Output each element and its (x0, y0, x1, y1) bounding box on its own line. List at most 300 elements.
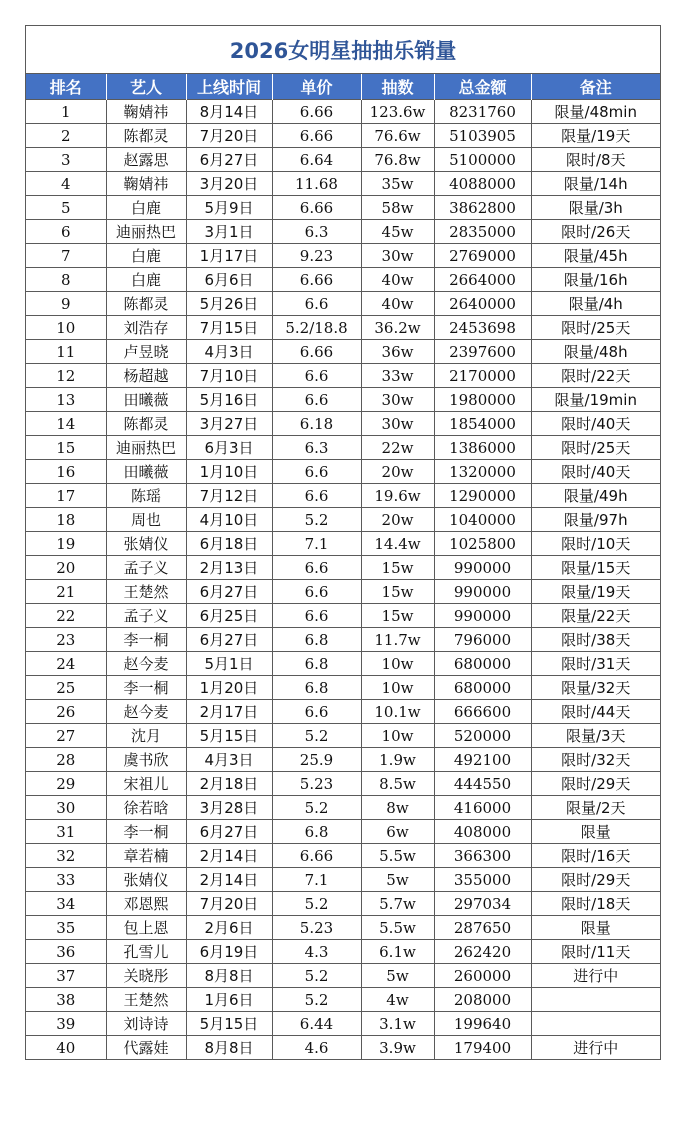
total-amount-cell: 2769000 (434, 244, 531, 268)
notes-cell: 限时/29天 (531, 772, 660, 796)
draws-cell: 5w (361, 868, 434, 892)
release-date-cell: 5月1日 (186, 652, 272, 676)
rank-cell: 7 (26, 244, 106, 268)
rank-cell: 31 (26, 820, 106, 844)
notes-cell: 进行中 (531, 964, 660, 988)
notes-cell: 限时/8天 (531, 148, 660, 172)
artist-cell: 刘诗诗 (106, 1012, 186, 1036)
notes-cell: 限量/19天 (531, 580, 660, 604)
total-amount-cell: 2664000 (434, 268, 531, 292)
notes-cell: 限量/32天 (531, 676, 660, 700)
artist-cell: 田曦薇 (106, 460, 186, 484)
release-date-cell: 1月6日 (186, 988, 272, 1012)
total-amount-cell: 208000 (434, 988, 531, 1012)
table-row (26, 364, 660, 388)
total-amount-cell: 990000 (434, 580, 531, 604)
unit-price-cell: 11.68 (272, 172, 361, 196)
artist-cell: 代露娃 (106, 1036, 186, 1060)
draws-cell: 5.7w (361, 892, 434, 916)
total-amount-cell: 199640 (434, 1012, 531, 1036)
draws-cell: 5w (361, 964, 434, 988)
draws-cell: 10w (361, 676, 434, 700)
total-amount-cell: 416000 (434, 796, 531, 820)
release-date-cell: 1月20日 (186, 676, 272, 700)
rank-cell: 17 (26, 484, 106, 508)
unit-price-cell: 4.3 (272, 940, 361, 964)
draws-cell: 4w (361, 988, 434, 1012)
total-amount-cell: 2640000 (434, 292, 531, 316)
artist-cell: 邓恩熙 (106, 892, 186, 916)
rank-cell: 25 (26, 676, 106, 700)
unit-price-cell: 6.3 (272, 436, 361, 460)
release-date-cell: 2月14日 (186, 844, 272, 868)
draws-cell: 10.1w (361, 700, 434, 724)
notes-cell: 限量/16h (531, 268, 660, 292)
table-row (26, 196, 660, 220)
release-date-cell: 7月20日 (186, 892, 272, 916)
draws-cell: 3.9w (361, 1036, 434, 1060)
rank-cell: 12 (26, 364, 106, 388)
unit-price-cell: 7.1 (272, 532, 361, 556)
artist-cell: 孟子义 (106, 604, 186, 628)
rank-cell: 20 (26, 556, 106, 580)
total-amount-cell: 297034 (434, 892, 531, 916)
table-row (26, 556, 660, 580)
notes-cell: 限时/25天 (531, 436, 660, 460)
total-amount-cell: 2397600 (434, 340, 531, 364)
notes-cell: 限时/10天 (531, 532, 660, 556)
notes-cell: 限量/14h (531, 172, 660, 196)
rank-cell: 22 (26, 604, 106, 628)
table-row (26, 916, 660, 940)
table-row (26, 316, 660, 340)
release-date-cell: 8月14日 (186, 100, 272, 124)
artist-cell: 赵今麦 (106, 652, 186, 676)
table-row (26, 892, 660, 916)
artist-cell: 沈月 (106, 724, 186, 748)
artist-cell: 迪丽热巴 (106, 436, 186, 460)
draws-cell: 36w (361, 340, 434, 364)
notes-cell: 限时/31天 (531, 652, 660, 676)
table-row (26, 172, 660, 196)
unit-price-cell: 6.3 (272, 220, 361, 244)
total-amount-cell: 1290000 (434, 484, 531, 508)
table-header-row (26, 74, 660, 100)
release-date-cell: 6月6日 (186, 268, 272, 292)
table-row (26, 676, 660, 700)
draws-cell: 10w (361, 652, 434, 676)
total-amount-cell: 5100000 (434, 148, 531, 172)
rank-cell: 4 (26, 172, 106, 196)
rank-cell: 6 (26, 220, 106, 244)
rank-cell: 15 (26, 436, 106, 460)
total-amount-cell: 492100 (434, 748, 531, 772)
column-header-artist: 艺人 (106, 74, 186, 100)
release-date-cell: 2月18日 (186, 772, 272, 796)
unit-price-cell: 5.2 (272, 796, 361, 820)
draws-cell: 40w (361, 292, 434, 316)
artist-cell: 包上恩 (106, 916, 186, 940)
rank-cell: 10 (26, 316, 106, 340)
draws-cell: 6w (361, 820, 434, 844)
artist-cell: 孟子义 (106, 556, 186, 580)
draws-cell: 30w (361, 412, 434, 436)
notes-cell: 进行中 (531, 1036, 660, 1060)
notes-cell: 限量/45h (531, 244, 660, 268)
notes-cell: 限时/29天 (531, 868, 660, 892)
release-date-cell: 6月27日 (186, 628, 272, 652)
total-amount-cell: 8231760 (434, 100, 531, 124)
total-amount-cell: 408000 (434, 820, 531, 844)
rank-cell: 18 (26, 508, 106, 532)
artist-cell: 章若楠 (106, 844, 186, 868)
release-date-cell: 4月10日 (186, 508, 272, 532)
notes-cell: 限时/44天 (531, 700, 660, 724)
unit-price-cell: 6.8 (272, 676, 361, 700)
unit-price-cell: 6.44 (272, 1012, 361, 1036)
release-date-cell: 3月1日 (186, 220, 272, 244)
draws-cell: 1.9w (361, 748, 434, 772)
total-amount-cell: 444550 (434, 772, 531, 796)
unit-price-cell: 5.2 (272, 964, 361, 988)
unit-price-cell: 6.66 (272, 124, 361, 148)
release-date-cell: 7月15日 (186, 316, 272, 340)
draws-cell: 15w (361, 556, 434, 580)
release-date-cell: 5月9日 (186, 196, 272, 220)
draws-cell: 45w (361, 220, 434, 244)
draws-cell: 6.1w (361, 940, 434, 964)
artist-cell: 陈瑶 (106, 484, 186, 508)
notes-cell: 限量/19天 (531, 124, 660, 148)
notes-cell: 限量 (531, 916, 660, 940)
total-amount-cell: 366300 (434, 844, 531, 868)
release-date-cell: 2月6日 (186, 916, 272, 940)
rank-cell: 21 (26, 580, 106, 604)
table-row (26, 820, 660, 844)
artist-cell: 李一桐 (106, 676, 186, 700)
table-row (26, 508, 660, 532)
draws-cell: 30w (361, 388, 434, 412)
notes-cell: 限时/32天 (531, 748, 660, 772)
column-header-draws: 抽数 (361, 74, 434, 100)
draws-cell: 35w (361, 172, 434, 196)
notes-cell: 限时/40天 (531, 412, 660, 436)
artist-cell: 卢昱晓 (106, 340, 186, 364)
artist-cell: 田曦薇 (106, 388, 186, 412)
rank-cell: 26 (26, 700, 106, 724)
column-header-notes: 备注 (531, 74, 660, 100)
unit-price-cell: 6.6 (272, 364, 361, 388)
release-date-cell: 6月18日 (186, 532, 272, 556)
rank-cell: 5 (26, 196, 106, 220)
artist-cell: 张婧仪 (106, 868, 186, 892)
draws-cell: 33w (361, 364, 434, 388)
release-date-cell: 6月19日 (186, 940, 272, 964)
unit-price-cell: 5.23 (272, 916, 361, 940)
draws-cell: 11.7w (361, 628, 434, 652)
notes-cell: 限时/26天 (531, 220, 660, 244)
table-row (26, 652, 660, 676)
artist-cell: 王楚然 (106, 988, 186, 1012)
artist-cell: 陈都灵 (106, 292, 186, 316)
draws-cell: 15w (361, 580, 434, 604)
table-row (26, 796, 660, 820)
notes-cell: 限量 (531, 820, 660, 844)
table-row (26, 724, 660, 748)
table-row (26, 244, 660, 268)
release-date-cell: 2月14日 (186, 868, 272, 892)
table-row (26, 604, 660, 628)
notes-cell: 限时/18天 (531, 892, 660, 916)
unit-price-cell: 6.66 (272, 340, 361, 364)
rank-cell: 8 (26, 268, 106, 292)
total-amount-cell: 4088000 (434, 172, 531, 196)
release-date-cell: 5月16日 (186, 388, 272, 412)
release-date-cell: 7月12日 (186, 484, 272, 508)
release-date-cell: 8月8日 (186, 964, 272, 988)
table-row (26, 124, 660, 148)
release-date-cell: 1月17日 (186, 244, 272, 268)
release-date-cell: 5月26日 (186, 292, 272, 316)
rank-cell: 9 (26, 292, 106, 316)
total-amount-cell: 2453698 (434, 316, 531, 340)
sales-table-sheet (25, 25, 661, 1060)
release-date-cell: 2月17日 (186, 700, 272, 724)
table-row (26, 868, 660, 892)
table-row (26, 268, 660, 292)
draws-cell: 5.5w (361, 916, 434, 940)
draws-cell: 76.6w (361, 124, 434, 148)
artist-cell: 李一桐 (106, 628, 186, 652)
draws-cell: 36.2w (361, 316, 434, 340)
total-amount-cell: 3862800 (434, 196, 531, 220)
draws-cell: 58w (361, 196, 434, 220)
unit-price-cell: 6.6 (272, 460, 361, 484)
unit-price-cell: 25.9 (272, 748, 361, 772)
notes-cell (531, 1012, 660, 1036)
rank-cell: 3 (26, 148, 106, 172)
unit-price-cell: 6.6 (272, 556, 361, 580)
notes-cell: 限量/19min (531, 388, 660, 412)
draws-cell: 22w (361, 436, 434, 460)
notes-cell: 限时/16天 (531, 844, 660, 868)
release-date-cell: 2月13日 (186, 556, 272, 580)
unit-price-cell: 6.6 (272, 604, 361, 628)
unit-price-cell: 6.8 (272, 820, 361, 844)
table-row (26, 412, 660, 436)
unit-price-cell: 5.2/18.8 (272, 316, 361, 340)
notes-cell: 限量/3天 (531, 724, 660, 748)
artist-cell: 李一桐 (106, 820, 186, 844)
artist-cell: 关晓彤 (106, 964, 186, 988)
total-amount-cell: 1386000 (434, 436, 531, 460)
release-date-cell: 8月8日 (186, 1036, 272, 1060)
draws-cell: 3.1w (361, 1012, 434, 1036)
unit-price-cell: 5.2 (272, 724, 361, 748)
notes-cell: 限量/22天 (531, 604, 660, 628)
total-amount-cell: 520000 (434, 724, 531, 748)
rank-cell: 1 (26, 100, 106, 124)
notes-cell: 限量/3h (531, 196, 660, 220)
rank-cell: 37 (26, 964, 106, 988)
draws-cell: 20w (361, 460, 434, 484)
artist-cell: 王楚然 (106, 580, 186, 604)
release-date-cell: 6月25日 (186, 604, 272, 628)
rank-cell: 23 (26, 628, 106, 652)
release-date-cell: 6月27日 (186, 820, 272, 844)
unit-price-cell: 6.6 (272, 292, 361, 316)
table-row (26, 628, 660, 652)
table-row (26, 340, 660, 364)
notes-cell: 限量/48h (531, 340, 660, 364)
release-date-cell: 3月27日 (186, 412, 272, 436)
rank-cell: 32 (26, 844, 106, 868)
table-row (26, 292, 660, 316)
unit-price-cell: 6.6 (272, 484, 361, 508)
release-date-cell: 4月3日 (186, 748, 272, 772)
release-date-cell: 6月3日 (186, 436, 272, 460)
table-row (26, 700, 660, 724)
rank-cell: 2 (26, 124, 106, 148)
notes-cell: 限量/2天 (531, 796, 660, 820)
draws-cell: 40w (361, 268, 434, 292)
column-header-unit-price: 单价 (272, 74, 361, 100)
rank-cell: 40 (26, 1036, 106, 1060)
artist-cell: 赵露思 (106, 148, 186, 172)
rank-cell: 14 (26, 412, 106, 436)
release-date-cell: 7月20日 (186, 124, 272, 148)
notes-cell: 限时/38天 (531, 628, 660, 652)
draws-cell: 8w (361, 796, 434, 820)
column-header-rank: 排名 (26, 74, 106, 100)
draws-cell: 5.5w (361, 844, 434, 868)
rank-cell: 27 (26, 724, 106, 748)
unit-price-cell: 9.23 (272, 244, 361, 268)
table-body (26, 100, 660, 1060)
total-amount-cell: 990000 (434, 556, 531, 580)
sales-table (26, 74, 660, 1059)
unit-price-cell: 6.6 (272, 388, 361, 412)
unit-price-cell: 7.1 (272, 868, 361, 892)
draws-cell: 76.8w (361, 148, 434, 172)
unit-price-cell: 6.8 (272, 628, 361, 652)
unit-price-cell: 6.6 (272, 580, 361, 604)
table-row (26, 844, 660, 868)
notes-cell: 限量/97h (531, 508, 660, 532)
artist-cell: 徐若晗 (106, 796, 186, 820)
unit-price-cell: 6.66 (272, 844, 361, 868)
release-date-cell: 3月28日 (186, 796, 272, 820)
release-date-cell: 7月10日 (186, 364, 272, 388)
artist-cell: 宋祖儿 (106, 772, 186, 796)
total-amount-cell: 260000 (434, 964, 531, 988)
artist-cell: 鞠婧祎 (106, 172, 186, 196)
table-row (26, 100, 660, 124)
unit-price-cell: 6.66 (272, 268, 361, 292)
total-amount-cell: 1854000 (434, 412, 531, 436)
artist-cell: 赵今麦 (106, 700, 186, 724)
unit-price-cell: 6.8 (272, 652, 361, 676)
total-amount-cell: 262420 (434, 940, 531, 964)
draws-cell: 14.4w (361, 532, 434, 556)
rank-cell: 34 (26, 892, 106, 916)
rank-cell: 38 (26, 988, 106, 1012)
draws-cell: 30w (361, 244, 434, 268)
total-amount-cell: 2170000 (434, 364, 531, 388)
rank-cell: 11 (26, 340, 106, 364)
total-amount-cell: 796000 (434, 628, 531, 652)
release-date-cell: 5月15日 (186, 1012, 272, 1036)
rank-cell: 36 (26, 940, 106, 964)
unit-price-cell: 6.66 (272, 100, 361, 124)
artist-cell: 张婧仪 (106, 532, 186, 556)
rank-cell: 16 (26, 460, 106, 484)
rank-cell: 24 (26, 652, 106, 676)
rank-cell: 29 (26, 772, 106, 796)
total-amount-cell: 2835000 (434, 220, 531, 244)
rank-cell: 30 (26, 796, 106, 820)
notes-cell: 限量/48min (531, 100, 660, 124)
total-amount-cell: 680000 (434, 676, 531, 700)
draws-cell: 123.6w (361, 100, 434, 124)
table-row (26, 964, 660, 988)
table-row (26, 148, 660, 172)
notes-cell (531, 988, 660, 1012)
table-row (26, 940, 660, 964)
artist-cell: 陈都灵 (106, 124, 186, 148)
notes-cell: 限时/25天 (531, 316, 660, 340)
column-header-total-amount: 总金额 (434, 74, 531, 100)
artist-cell: 白鹿 (106, 268, 186, 292)
total-amount-cell: 287650 (434, 916, 531, 940)
table-row (26, 1012, 660, 1036)
unit-price-cell: 6.66 (272, 196, 361, 220)
release-date-cell: 4月3日 (186, 340, 272, 364)
artist-cell: 周也 (106, 508, 186, 532)
table-row (26, 580, 660, 604)
total-amount-cell: 1025800 (434, 532, 531, 556)
notes-cell: 限时/11天 (531, 940, 660, 964)
unit-price-cell: 5.2 (272, 988, 361, 1012)
table-row (26, 748, 660, 772)
notes-cell: 限时/40天 (531, 460, 660, 484)
rank-cell: 39 (26, 1012, 106, 1036)
rank-cell: 19 (26, 532, 106, 556)
unit-price-cell: 4.6 (272, 1036, 361, 1060)
table-row (26, 1036, 660, 1060)
table-row (26, 436, 660, 460)
unit-price-cell: 5.2 (272, 508, 361, 532)
unit-price-cell: 6.64 (272, 148, 361, 172)
artist-cell: 迪丽热巴 (106, 220, 186, 244)
total-amount-cell: 5103905 (434, 124, 531, 148)
rank-cell: 35 (26, 916, 106, 940)
table-row (26, 460, 660, 484)
total-amount-cell: 355000 (434, 868, 531, 892)
release-date-cell: 6月27日 (186, 580, 272, 604)
unit-price-cell: 5.2 (272, 892, 361, 916)
notes-cell: 限量/15天 (531, 556, 660, 580)
total-amount-cell: 1320000 (434, 460, 531, 484)
table-row (26, 484, 660, 508)
unit-price-cell: 6.6 (272, 700, 361, 724)
rank-cell: 28 (26, 748, 106, 772)
artist-cell: 杨超越 (106, 364, 186, 388)
table-row (26, 532, 660, 556)
artist-cell: 刘浩存 (106, 316, 186, 340)
draws-cell: 10w (361, 724, 434, 748)
release-date-cell: 3月20日 (186, 172, 272, 196)
